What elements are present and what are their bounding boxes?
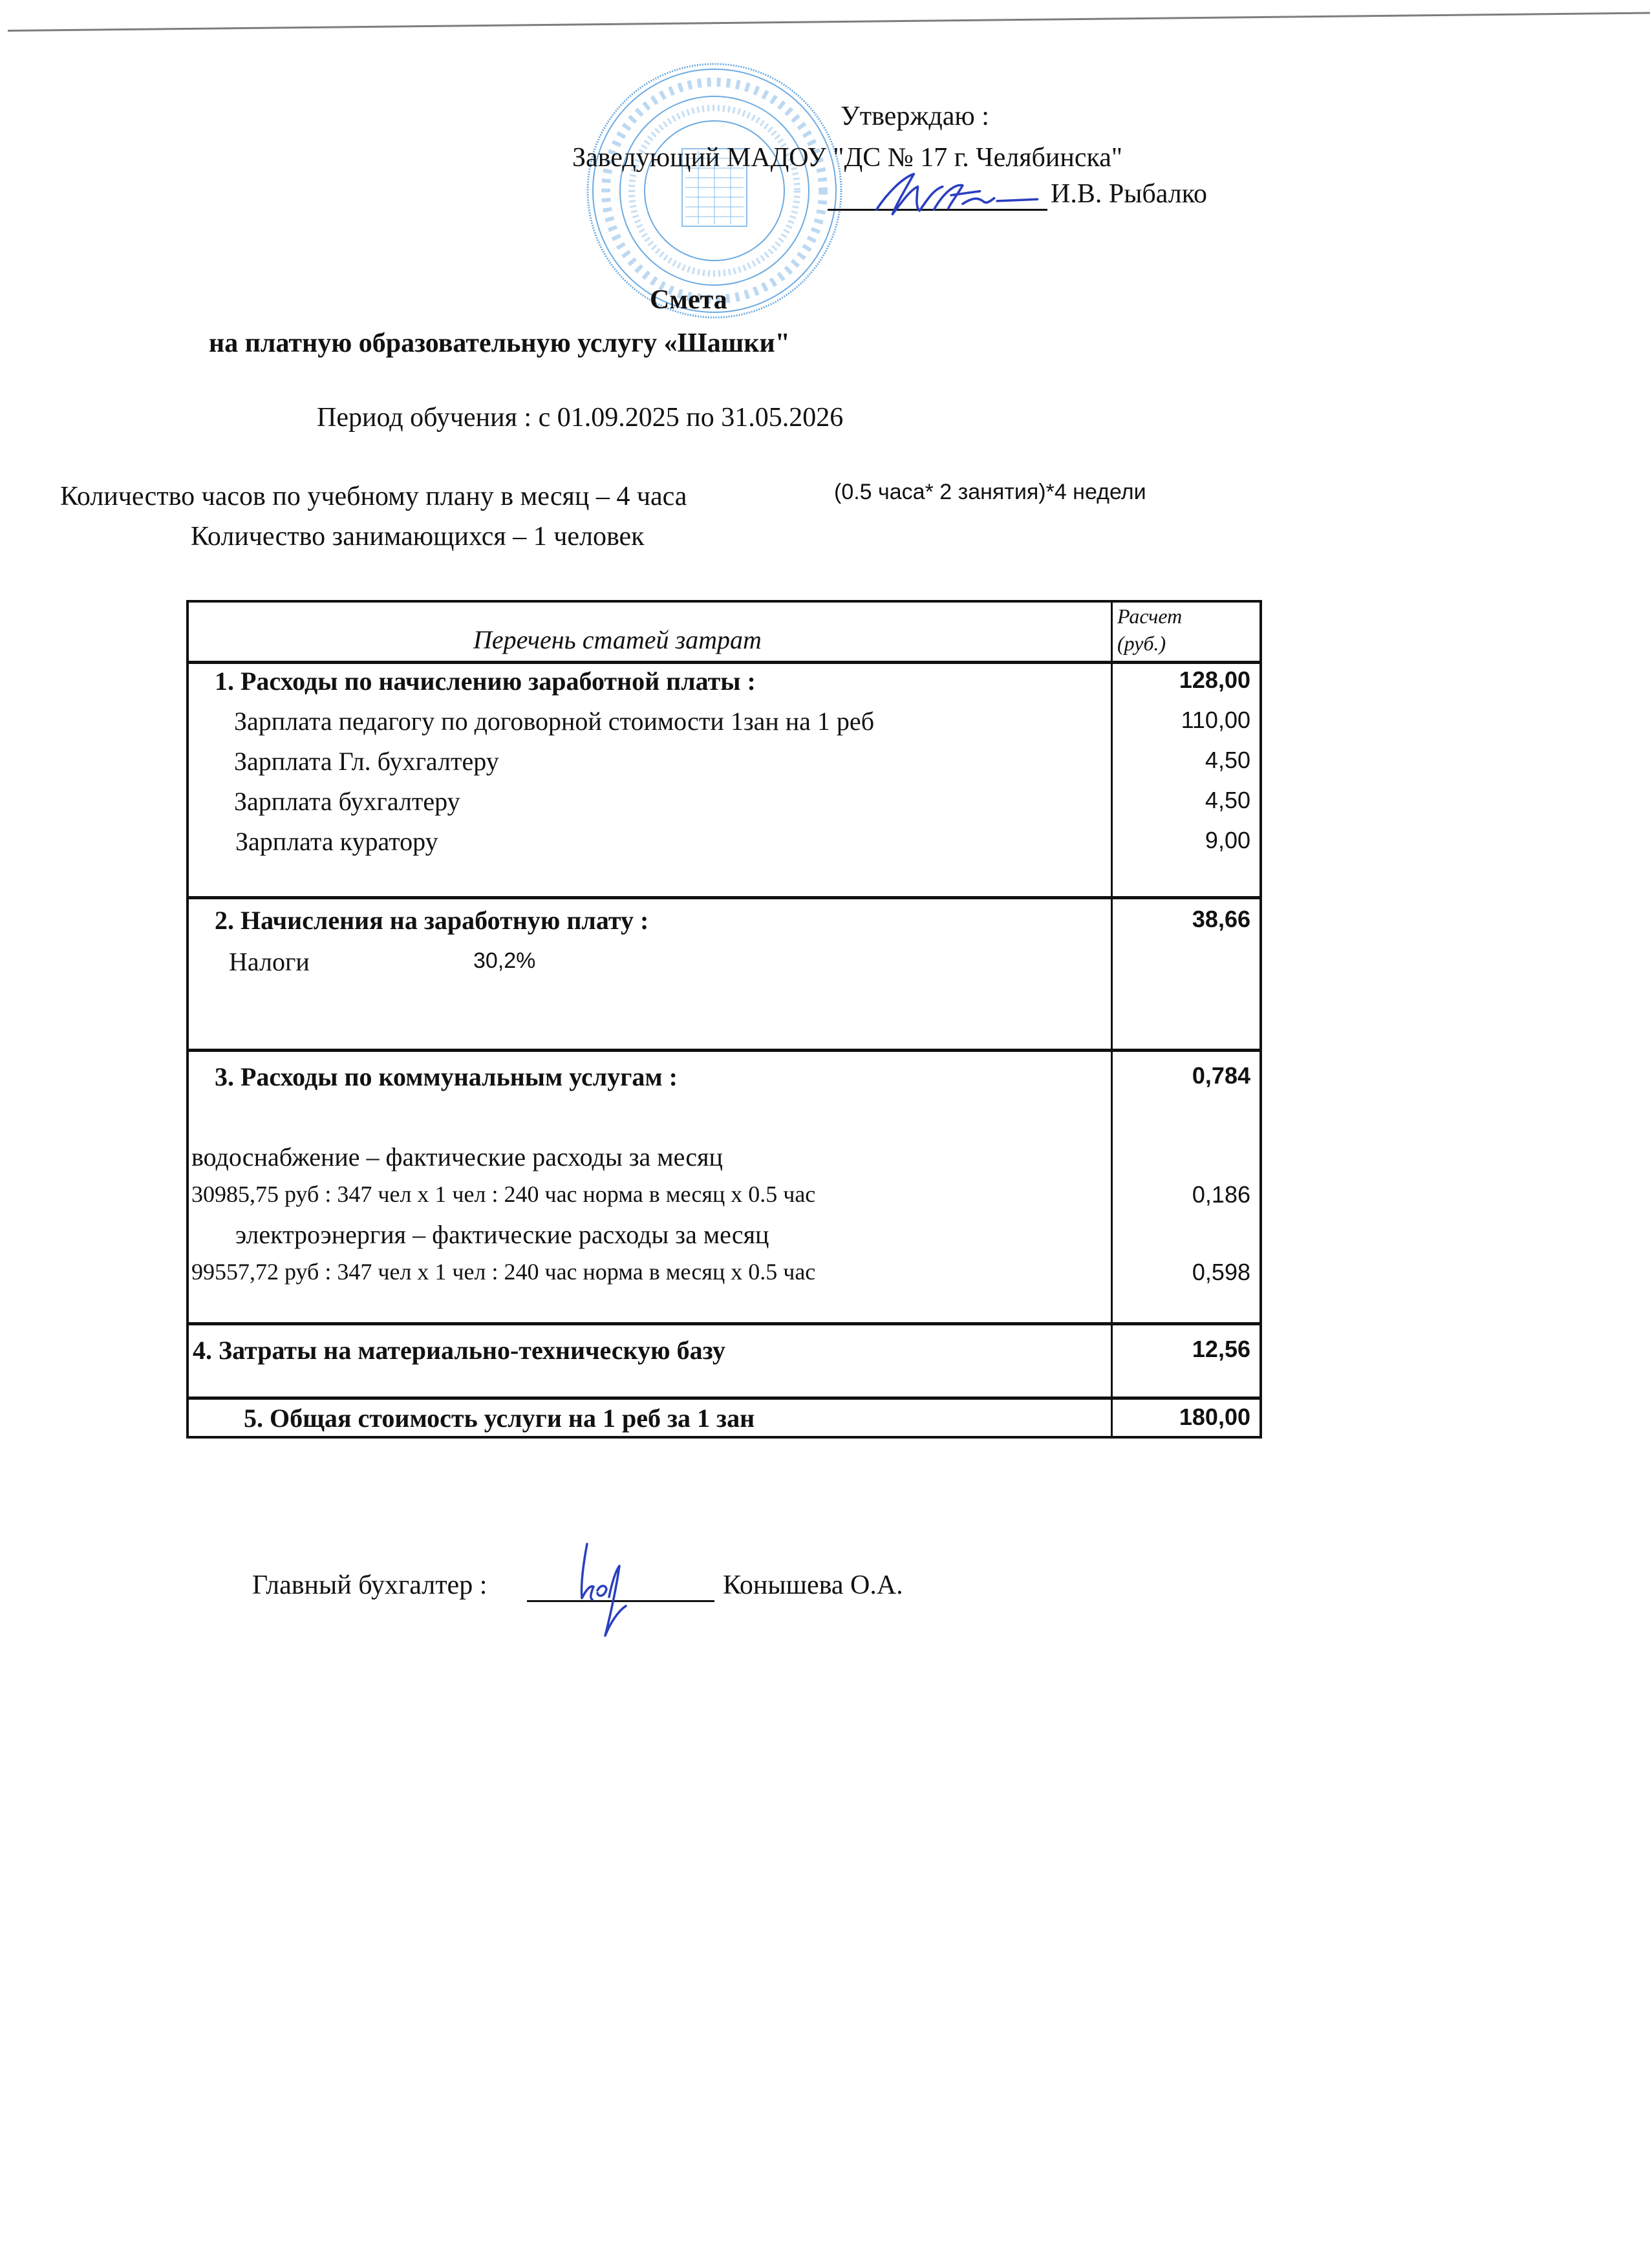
section-4-total: 12,56 [1192, 1336, 1250, 1362]
section-2-total: 38,66 [1192, 906, 1250, 932]
section-1-total: 128,00 [1179, 667, 1250, 693]
approver-signature-line [828, 209, 1047, 211]
column-divider [1111, 603, 1113, 1436]
section-1-title: 1. Расходы по начислению заработной платы : [215, 667, 756, 696]
section-2-item-label: Налоги [229, 947, 310, 976]
section-3-item-value: 0,186 [1192, 1181, 1250, 1208]
row-divider [189, 1049, 1259, 1052]
section-2-title: 2. Начисления на заработную плату : [215, 906, 649, 935]
section-1-item-label: Зарплата бухгалтеру [234, 787, 460, 816]
participants-count: Количество занимающихся – 1 человек [191, 522, 645, 551]
section-3-item-label: водоснабжение – фактические расходы за месяц [191, 1142, 723, 1171]
header-calc-line1: Расчет [1117, 604, 1183, 628]
document-title: Смета [650, 285, 727, 315]
section-1-item-value: 9,00 [1205, 827, 1250, 853]
official-stamp [585, 61, 844, 320]
section-1-item-label: Зарплата куратору [235, 827, 438, 856]
chief-accountant-label: Главный бухгалтер : [252, 1570, 488, 1600]
approver-signature [866, 169, 1047, 221]
section-3-total: 0,784 [1192, 1062, 1250, 1089]
section-3-item-value: 0,598 [1192, 1259, 1250, 1285]
approve-label: Утверждаю : [841, 102, 989, 131]
section-2-tax-rate: 30,2% [473, 948, 536, 973]
document-subtitle: на платную образовательную услугу «Шашки" [209, 328, 790, 358]
grand-total: 180,00 [1179, 1404, 1250, 1430]
cost-table [186, 600, 1262, 1439]
chief-accountant-signature [569, 1539, 640, 1642]
section-3-item-label: электроэнергия – фактические расходы за месяц [235, 1220, 769, 1249]
row-divider [189, 1322, 1259, 1325]
row-divider [189, 896, 1259, 899]
chief-accountant-signature-line [527, 1600, 714, 1602]
hours-formula: (0.5 часа* 2 занятия)*4 недели [834, 480, 1146, 504]
section-5-title: 5. Общая стоимость услуги на 1 реб за 1 зан [244, 1404, 755, 1433]
row-divider [189, 661, 1259, 664]
section-1-item-value: 4,50 [1205, 787, 1250, 813]
hours-per-month: Количество часов по учебному плану в месяц – 4 часа [60, 482, 687, 511]
row-divider [189, 1396, 1259, 1400]
header-calc-line2: (руб.) [1117, 632, 1166, 655]
section-3-item-calc: 30985,75 руб : 347 чел х 1 чел : 240 час норма в месяц х 0.5 час [191, 1181, 816, 1207]
chief-accountant-name: Конышева О.А. [723, 1570, 903, 1600]
section-1-item-label: Зарплата педагогу по договорной стоимости 1зан на 1 реб [234, 707, 875, 736]
approver-name: И.В. Рыбалко [1051, 179, 1208, 209]
scan-edge-line [8, 12, 1650, 32]
section-1-item-label: Зарплата Гл. бухгалтеру [234, 747, 499, 776]
section-1-item-value: 110,00 [1181, 707, 1250, 733]
approver-position: Заведующий МАДОУ "ДС № 17 г. Челябинска" [572, 143, 1123, 173]
section-3-item-calc: 99557,72 руб : 347 чел х 1 чел : 240 час норма в месяц х 0.5 час [191, 1259, 816, 1285]
study-period: Период обучения : с 01.09.2025 по 31.05.2026 [317, 403, 844, 433]
section-3-title: 3. Расходы по коммунальным услугам : [215, 1062, 678, 1091]
header-items: Перечень статей затрат [473, 625, 762, 654]
section-4-title: 4. Затраты на материально-техническую базу [193, 1336, 725, 1365]
section-1-item-value: 4,50 [1205, 747, 1250, 773]
